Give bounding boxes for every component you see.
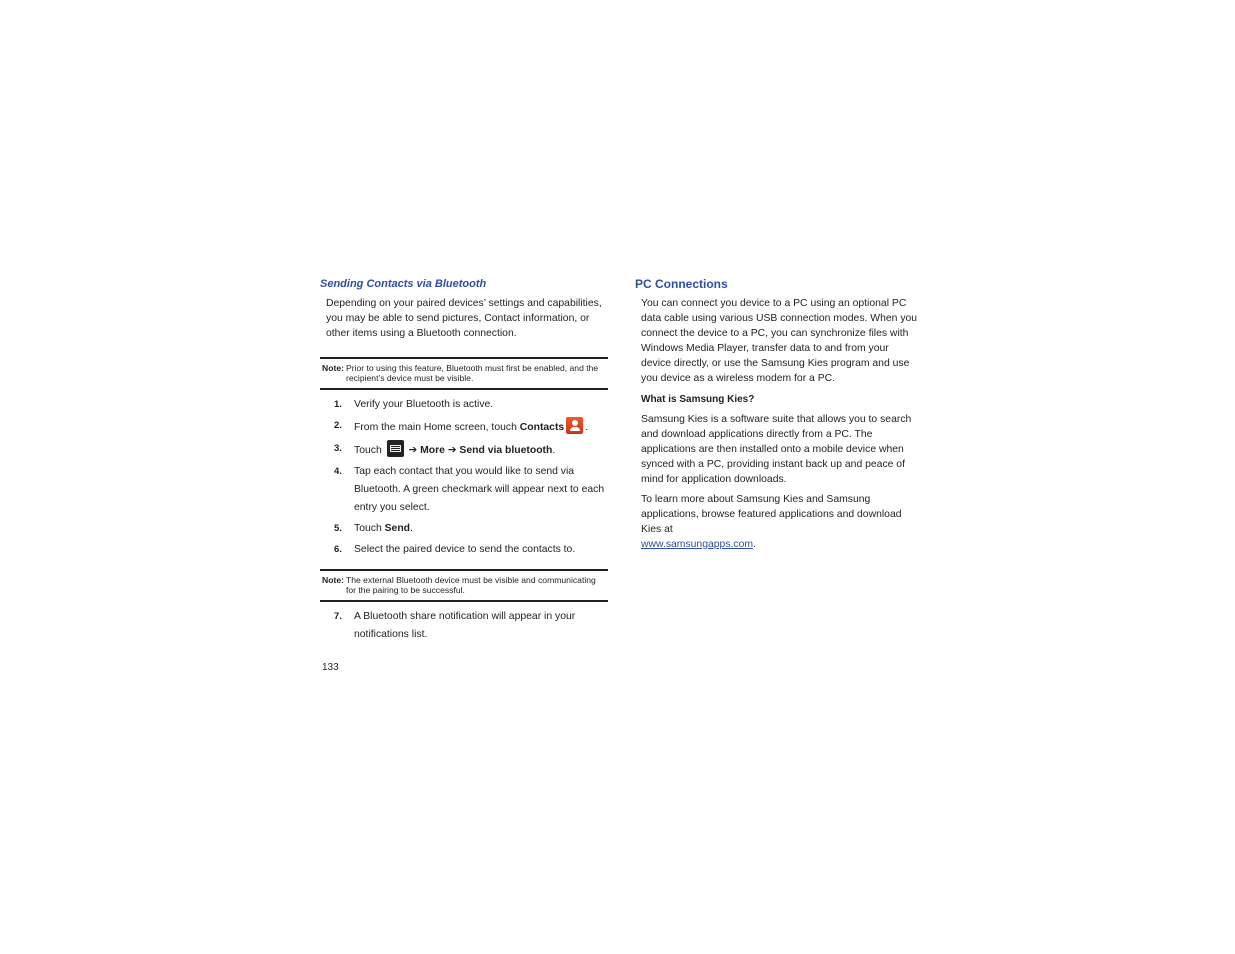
learn-more-end: . [753, 539, 756, 550]
list-item [320, 608, 608, 644]
step-number: 6. [334, 544, 342, 555]
contacts-label: Contacts [519, 422, 565, 433]
learn-more-paragraph [641, 492, 921, 552]
page-number: 133 [322, 662, 339, 673]
note-box-2 [320, 569, 608, 602]
step-text: Verify your Bluetooth is active. [354, 399, 494, 410]
step-text: Select the paired device to send the contacts to. [354, 544, 576, 555]
note-box-1 [320, 357, 608, 390]
right-column [635, 276, 925, 552]
samsung-kies-question: What is Samsung Kies? [641, 394, 755, 405]
note-text: The external Bluetooth device must be visible and communicating for the pairing to be successful. [345, 575, 596, 595]
send-via-bluetooth-label: Send via bluetooth [459, 445, 553, 456]
intro-paragraph: Depending on your paired devices’ settings and capabilities, you may be able to send pictures, Contact information, or other items using a Bluetooth connection. [326, 298, 602, 339]
steps-list-2 [320, 608, 608, 644]
list-item [320, 463, 608, 517]
menu-key-icon [387, 440, 404, 457]
more-label: More [420, 445, 445, 456]
list-item [320, 440, 608, 460]
note-text: Prior to using this feature, Bluetooth must first be enabled, and the recipient’s device must be visible. [345, 363, 599, 383]
step-number: 1. [334, 399, 342, 410]
list-item [320, 541, 608, 559]
sending-contacts-heading: Sending Contacts via Bluetooth [320, 278, 487, 290]
step-text: Tap each contact that you would like to send via Bluetooth. A green checkmark will appear next to each entry you select. [354, 466, 605, 513]
note-label: Note: [322, 575, 344, 585]
steps-list [320, 396, 608, 559]
arrow: ➔ [405, 445, 421, 456]
learn-more-text: To learn more about Samsung Kies and Samsung applications, browse featured applications and download Kies at [641, 494, 902, 535]
step-text-post: . [585, 422, 589, 433]
step-text [354, 440, 608, 460]
step-text-post: . [552, 445, 556, 456]
pc-connections-paragraph: You can connect you device to a PC using an optional PC data cable using various USB connection modes. When you connect the device to a PC, you can synchronize files with Windows Media Player, transfer data to and from your device directly, or use the Samsung Kies program and use you device as a wireless modem for a PC. [641, 298, 918, 384]
contacts-app-icon [566, 417, 583, 434]
send-label: Send [384, 523, 411, 534]
step-text-pre: Touch [354, 445, 385, 456]
list-item [320, 417, 608, 437]
step-text [354, 417, 608, 437]
step-number: 2. [334, 420, 342, 431]
step-text [354, 520, 608, 538]
pc-connections-heading: PC Connections [635, 277, 728, 291]
samsungapps-link[interactable]: www.samsungapps.com [641, 539, 754, 550]
step-text: A Bluetooth share notification will appear in your notifications list. [354, 611, 576, 640]
pc-connections-body [635, 296, 925, 552]
step-text-pre: From the main Home screen, touch [354, 422, 520, 433]
step-number: 5. [334, 523, 342, 534]
left-column [320, 276, 608, 644]
list-item [320, 396, 608, 414]
list-item [320, 520, 608, 538]
note-label: Note: [322, 363, 344, 373]
step-number: 3. [334, 443, 342, 454]
step-number: 7. [334, 611, 342, 622]
step-text-pre: Touch [354, 523, 385, 534]
step-number: 4. [334, 466, 342, 477]
step-text-post: . [410, 523, 413, 534]
samsung-kies-paragraph: Samsung Kies is a software suite that allows you to search and download applications directly from a PC. The applications are then installed onto a mobile device when synced with a PC, providing instant back up and peace of mind for application downloads. [641, 414, 912, 485]
arrow: ➔ [444, 445, 460, 456]
